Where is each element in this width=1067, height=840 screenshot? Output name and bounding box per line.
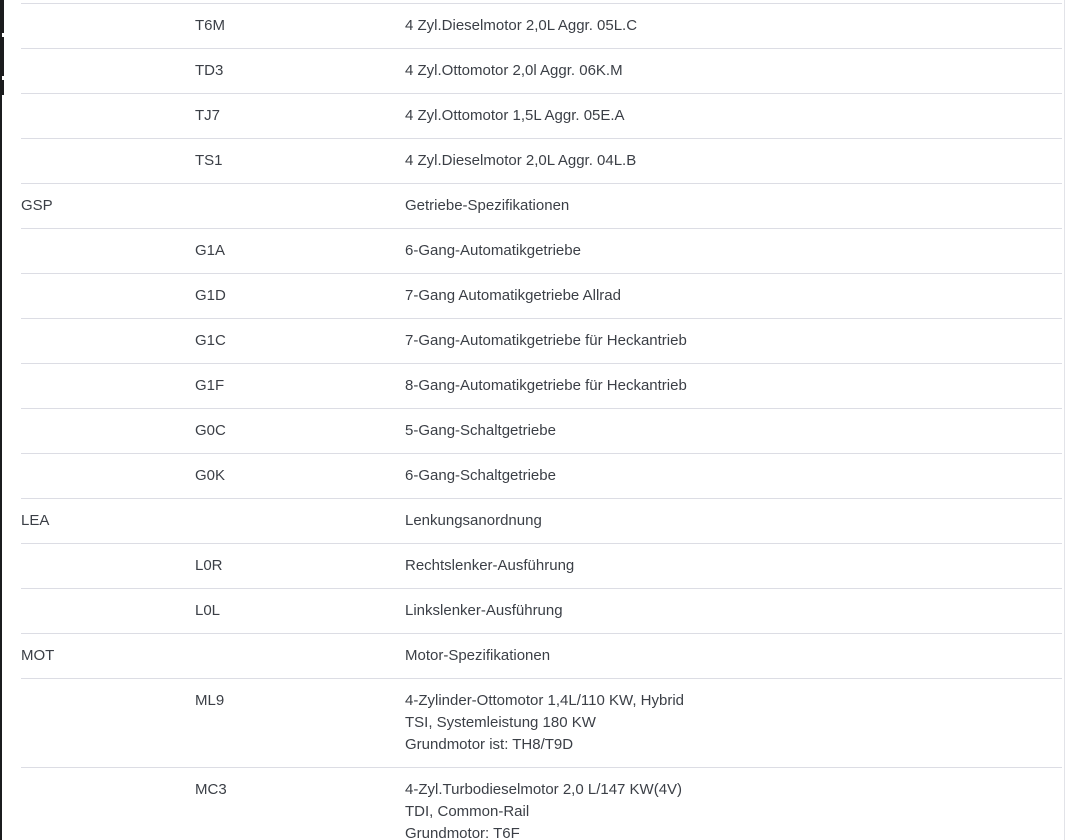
table-row bbox=[21, 94, 1062, 139]
description-line: Grundmotor ist: TH8/T9D bbox=[405, 736, 574, 753]
table-row bbox=[21, 409, 1062, 454]
group-code-cell bbox=[21, 634, 195, 679]
description-line: 6-Gang-Automatikgetriebe bbox=[405, 242, 581, 259]
description-cell bbox=[405, 499, 1062, 544]
code-cell bbox=[195, 184, 405, 229]
description-line: 4-Zylinder-Ottomotor 1,4L/110 KW, Hybrid bbox=[405, 692, 684, 709]
code-label: T6M bbox=[195, 17, 225, 34]
table-row bbox=[21, 634, 1062, 679]
table-row bbox=[21, 4, 1062, 49]
code-cell bbox=[195, 454, 405, 499]
code-label: G0C bbox=[195, 422, 226, 439]
code-label: TD3 bbox=[195, 62, 224, 79]
code-label: G1A bbox=[195, 242, 226, 259]
group-code-label: LEA bbox=[21, 512, 50, 529]
group-code-cell bbox=[21, 139, 195, 184]
group-code-cell bbox=[21, 229, 195, 274]
description-line: Linkslenker-Ausführung bbox=[405, 602, 563, 619]
window-edge-artifact-segment bbox=[0, 0, 4, 33]
code-cell bbox=[195, 319, 405, 364]
group-code-cell bbox=[21, 49, 195, 94]
table-row bbox=[21, 274, 1062, 319]
code-cell bbox=[195, 274, 405, 319]
code-cell bbox=[195, 139, 405, 184]
description-line: TSI, Systemleistung 180 KW bbox=[405, 714, 596, 731]
description-cell bbox=[405, 184, 1062, 229]
table-row bbox=[21, 49, 1062, 94]
code-cell bbox=[195, 768, 405, 840]
code-cell bbox=[195, 94, 405, 139]
code-label: L0L bbox=[195, 602, 221, 619]
code-cell bbox=[195, 499, 405, 544]
page-right-border bbox=[1064, 0, 1065, 840]
group-code-cell bbox=[21, 274, 195, 319]
pr-codes-table-body bbox=[21, 4, 1062, 840]
code-cell bbox=[195, 49, 405, 94]
group-code-cell bbox=[21, 589, 195, 634]
code-label: TJ7 bbox=[195, 107, 221, 124]
code-cell bbox=[195, 679, 405, 768]
description-line: Grundmotor: T6F bbox=[405, 825, 520, 840]
description-line: 4 Zyl.Dieselmotor 2,0L Aggr. 04L.B bbox=[405, 152, 637, 169]
description-cell bbox=[405, 4, 1062, 49]
table-row bbox=[21, 499, 1062, 544]
code-label: MC3 bbox=[195, 781, 227, 798]
window-edge-artifact-segment bbox=[0, 80, 4, 95]
group-code-cell bbox=[21, 94, 195, 139]
code-cell bbox=[195, 409, 405, 454]
description-line: 7-Gang-Automatikgetriebe für Heckantrieb bbox=[405, 332, 687, 349]
description-line: 4-Zyl.Turbodieselmotor 2,0 L/147 KW(4V) bbox=[405, 781, 683, 798]
group-code-cell bbox=[21, 4, 195, 49]
group-code-cell bbox=[21, 409, 195, 454]
table-row bbox=[21, 544, 1062, 589]
code-cell bbox=[195, 544, 405, 589]
description-cell bbox=[405, 454, 1062, 499]
description-cell bbox=[405, 364, 1062, 409]
description-line: TDI, Common-Rail bbox=[405, 803, 530, 820]
group-code-cell bbox=[21, 499, 195, 544]
description-cell bbox=[405, 634, 1062, 679]
code-label: G1D bbox=[195, 287, 226, 304]
description-cell bbox=[405, 679, 1062, 768]
group-code-cell bbox=[21, 768, 195, 840]
table-row bbox=[21, 139, 1062, 184]
description-line: 4 Zyl.Dieselmotor 2,0L Aggr. 05L.C bbox=[405, 17, 638, 34]
description-line: Rechtslenker-Ausführung bbox=[405, 557, 575, 574]
group-code-label: MOT bbox=[21, 647, 55, 664]
description-cell bbox=[405, 274, 1062, 319]
description-cell bbox=[405, 139, 1062, 184]
description-line: 7-Gang Automatikgetriebe Allrad bbox=[405, 287, 621, 304]
description-line: 8-Gang-Automatikgetriebe für Heckantrieb bbox=[405, 377, 687, 394]
pr-codes-table bbox=[21, 3, 1062, 840]
table-row bbox=[21, 768, 1062, 840]
code-cell bbox=[195, 364, 405, 409]
table-row bbox=[21, 229, 1062, 274]
table-row bbox=[21, 679, 1062, 768]
table-row bbox=[21, 319, 1062, 364]
group-code-label: GSP bbox=[21, 197, 53, 214]
description-cell bbox=[405, 544, 1062, 589]
code-cell bbox=[195, 634, 405, 679]
code-label: TS1 bbox=[195, 152, 223, 169]
description-cell bbox=[405, 768, 1062, 840]
group-code-cell bbox=[21, 364, 195, 409]
code-label: G1F bbox=[195, 377, 225, 394]
code-cell bbox=[195, 229, 405, 274]
description-cell bbox=[405, 409, 1062, 454]
group-code-cell bbox=[21, 454, 195, 499]
code-label: G1C bbox=[195, 332, 226, 349]
group-code-cell bbox=[21, 319, 195, 364]
group-code-cell bbox=[21, 184, 195, 229]
group-code-cell bbox=[21, 544, 195, 589]
description-line: 6-Gang-Schaltgetriebe bbox=[405, 467, 556, 484]
description-cell bbox=[405, 49, 1062, 94]
description-cell bbox=[405, 229, 1062, 274]
code-label: G0K bbox=[195, 467, 226, 484]
description-line: Motor-Spezifikationen bbox=[405, 647, 551, 664]
pr-codes-table-container bbox=[21, 3, 1062, 840]
code-cell bbox=[195, 589, 405, 634]
table-row bbox=[21, 364, 1062, 409]
code-label: L0R bbox=[195, 557, 223, 574]
description-line: 5-Gang-Schaltgetriebe bbox=[405, 422, 556, 439]
description-line: Lenkungsanordnung bbox=[405, 512, 542, 529]
description-line: Getriebe-Spezifikationen bbox=[405, 197, 570, 214]
description-line: 4 Zyl.Ottomotor 2,0l Aggr. 06K.M bbox=[405, 62, 623, 79]
code-cell bbox=[195, 4, 405, 49]
description-line: 4 Zyl.Ottomotor 1,5L Aggr. 05E.A bbox=[405, 107, 625, 124]
description-cell bbox=[405, 319, 1062, 364]
description-cell bbox=[405, 589, 1062, 634]
window-edge-artifact-segment bbox=[0, 37, 4, 76]
table-row bbox=[21, 184, 1062, 229]
code-label: ML9 bbox=[195, 692, 225, 709]
window-edge-artifact bbox=[0, 0, 2, 840]
group-code-cell bbox=[21, 679, 195, 768]
description-cell bbox=[405, 94, 1062, 139]
table-row bbox=[21, 589, 1062, 634]
table-row bbox=[21, 454, 1062, 499]
